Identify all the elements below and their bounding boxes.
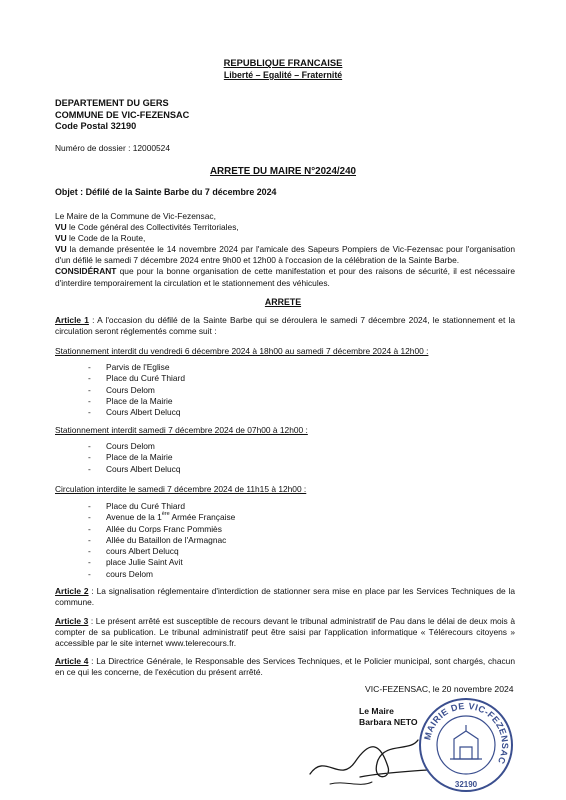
- street-list: [88, 501, 235, 580]
- list-item: - place Julie Saint Avit: [88, 557, 235, 568]
- article-text: : La signalisation réglementaire d'interdiction de stationner sera mise en place par les Services Techniques de la commune.: [55, 586, 515, 608]
- article-text: : A l'occasion du défilé de la Sainte Barbe qui se déroulera le samedi 7 décembre 2024, le stationnement et la circulation seront réglementés comme suit :: [55, 315, 515, 337]
- list-item: - cours Delom: [88, 569, 235, 580]
- list-item-text: Avenue de la 1: [106, 512, 162, 523]
- article-text: : Le présent arrêté est susceptible de recours devant le tribunal administratif de Pau dans le délai de deux mois à compter de sa publication. Le tribunal administratif peut être saisi par l'application informatique « Télérecours citoyens » accessible par le site internet www.telerecours.fr.: [55, 616, 515, 649]
- issuer-block: [55, 98, 189, 133]
- list-item: - Cours Delom: [88, 441, 180, 452]
- list-item: - Place de la Mairie: [88, 396, 185, 407]
- republic-title: REPUBLIQUE FRANCAISE: [223, 57, 343, 68]
- place-and-date: VIC-FEZENSAC, le 20 novembre 2024: [365, 684, 514, 694]
- article-label: Article 2: [55, 586, 89, 596]
- ordinal-suffix: ère: [161, 511, 170, 518]
- list-item: - Place du Curé Thiard: [88, 501, 235, 512]
- article-label: Article 1: [55, 315, 89, 325]
- vu-text: le Code général des Collectivités Territoriales,: [66, 222, 239, 233]
- article-text: : La Directrice Générale, le Responsable des Services Techniques, et le Policier municipal, sont chargés, chacun en ce qui les concerne, de l'exécution du présent arrêté.: [55, 656, 515, 678]
- preamble-line: Le Maire de la Commune de Vic-Fezensac,: [55, 211, 216, 221]
- article-label: Article 3: [55, 616, 89, 626]
- vu-text: le Code de la Route,: [66, 233, 146, 244]
- preamble-considerant: [55, 266, 515, 288]
- document-subject: Objet : Défilé de la Sainte Barbe du 7 décembre 2024: [55, 187, 277, 197]
- stamp-ring-text: MAIRIE DE VIC-FEZENSAC: [422, 700, 511, 766]
- preamble-vu: [55, 222, 515, 233]
- mairie-stamp: [416, 695, 516, 795]
- section-heading: Stationnement interdit du vendredi 6 décembre 2024 à 18h00 au samedi 7 décembre 2024 à 12h00 :: [55, 346, 429, 356]
- commune-name: COMMUNE DE VIC-FEZENSAC: [55, 109, 190, 120]
- preamble-vu: [55, 233, 515, 244]
- vu-keyword: VU: [55, 233, 67, 244]
- list-item: - Allée du Bataillon de l'Armagnac: [88, 535, 235, 546]
- arrete-heading: ARRETE: [264, 297, 302, 307]
- article-1: [55, 315, 515, 337]
- section-heading: Stationnement interdit samedi 7 décembre 2024 de 07h00 à 12h00 :: [55, 425, 308, 435]
- section-heading: Circulation interdite le samedi 7 décembre 2024 de 11h15 à 12h00 :: [55, 484, 307, 494]
- list-item: - cours Albert Delucq: [88, 546, 235, 557]
- vu-text: la demande présentée le 14 novembre 2024 par l'amicale des Sapeurs Pompiers de Vic-Fezensac pour l'organisation d'un défilé le samedi 7 décembre 2024 entre 9h00 et 12h00 à l'occasion de la célébration de la Sainte Barbe.: [55, 244, 515, 266]
- article-4: [55, 656, 515, 678]
- dossier-number: Numéro de dossier : 12000524: [55, 143, 170, 153]
- document-title: ARRETE DU MAIRE N°2024/240: [209, 166, 357, 177]
- signatory-name: Barbara NETO: [359, 717, 418, 727]
- list-item: - Place de la Mairie: [88, 452, 180, 463]
- street-list: [88, 441, 180, 475]
- signatory-role: Le Maire: [359, 706, 394, 716]
- vu-keyword: VU: [55, 222, 67, 233]
- article-3: [55, 616, 515, 649]
- republic-motto: Liberté – Egalité – Fraternité: [223, 70, 343, 80]
- list-item: - Parvis de l'Eglise: [88, 362, 185, 373]
- considerant-keyword: CONSIDÉRANT: [55, 266, 117, 277]
- article-label: Article 4: [55, 656, 89, 666]
- list-item: - Cours Albert Delucq: [88, 464, 180, 475]
- list-item: - Cours Delom: [88, 385, 185, 396]
- department-name: DEPARTEMENT DU GERS: [55, 98, 169, 108]
- list-item: - Allée du Corps Franc Pommiès: [88, 524, 235, 535]
- vu-keyword: VU: [55, 244, 67, 255]
- preamble-vu: [55, 244, 515, 266]
- article-2: [55, 586, 515, 608]
- list-item: - Place du Curé Thiard: [88, 373, 185, 384]
- stamp-emblem: [450, 725, 482, 759]
- considerant-text: que pour la bonne organisation de cette manifestation et pour des raisons de sécurité, il est nécessaire d'interdire temporairement la circulation et le stationnement des véhicules.: [55, 266, 515, 288]
- preamble: [55, 211, 515, 289]
- street-list: [88, 362, 185, 418]
- list-item: - Cours Albert Delucq: [88, 407, 185, 418]
- list-item-text: Armée Française: [169, 512, 236, 523]
- stamp-code: 32190: [454, 780, 478, 789]
- postal-code: Code Postal 32190: [55, 121, 137, 131]
- list-item: [88, 512, 235, 523]
